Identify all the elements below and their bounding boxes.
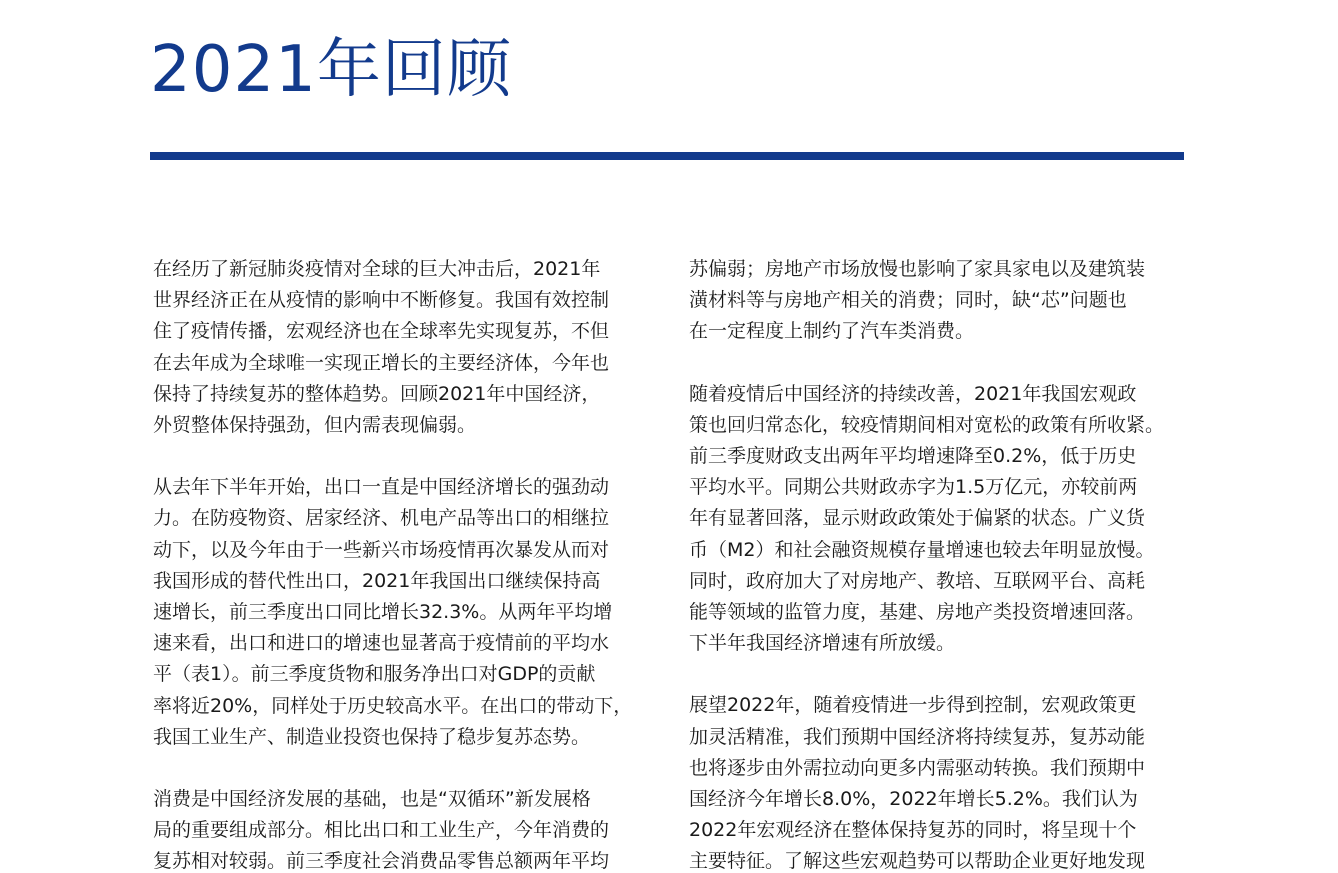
text-line: 动下，以及今年由于一些新兴市场疫情再次暴发从而对 xyxy=(153,538,610,561)
title-divider xyxy=(150,152,1184,160)
paragraph-outlook xyxy=(689,690,1194,873)
right-column xyxy=(689,254,1194,873)
paragraph-intro xyxy=(153,254,658,441)
text-line: 速增长，前三季度出口同比增长32.3%。从两年平均增 xyxy=(153,601,613,624)
text-line: 复苏相对较弱。前三季度社会消费品零售总额两年平均 xyxy=(153,850,610,873)
text-line: 同时，政府加大了对房地产、教培、互联网平台、高耗 xyxy=(689,569,1146,592)
text-line: 在一定程度上制约了汽车类消费。 xyxy=(689,320,975,343)
text-line: 力。在防疫物资、居家经济、机电产品等出口的相继拉 xyxy=(153,507,610,530)
text-line: 能等领域的监管力度，基建、房地产类投资增速回落。 xyxy=(689,601,1146,624)
text-line: 消费是中国经济发展的基础，也是“双循环”新发展格 xyxy=(153,788,591,811)
text-line: 币（M2）和社会融资规模存量增速也较去年明显放慢。 xyxy=(689,538,1155,561)
text-line: 苏偏弱；房地产市场放慢也影响了家具家电以及建筑装 xyxy=(689,258,1146,280)
text-line: 率将近20%，同样处于历史较高水平。在出口的带动下， xyxy=(153,694,633,717)
text-line: 潢材料等与房地产相关的消费；同时，缺“芯”问题也 xyxy=(689,289,1127,312)
text-line: 从去年下半年开始，出口一直是中国经济增长的强劲动 xyxy=(153,476,610,499)
text-line: 主要特征。了解这些宏观趋势可以帮助企业更好地发现 xyxy=(689,850,1146,873)
text-line: 加灵活精准，我们预期中国经济将持续复苏，复苏动能 xyxy=(689,725,1146,748)
paragraph-policy xyxy=(689,379,1194,660)
text-line: 也将逐步由外需拉动向更多内需驱动转换。我们预期中 xyxy=(689,756,1146,779)
text-line: 我国形成的替代性出口，2021年我国出口继续保持高 xyxy=(153,569,601,592)
text-line: 年有显著回落，显示财政政策处于偏紧的状态。广义货 xyxy=(689,507,1146,530)
text-line: 展望2022年，随着疫情进一步得到控制，宏观政策更 xyxy=(689,694,1137,717)
left-column xyxy=(153,254,658,873)
page-title: 2021年回顾 xyxy=(150,33,512,107)
text-line: 局的重要组成部分。相比出口和工业生产，今年消费的 xyxy=(153,819,610,842)
text-line: 在去年成为全球唯一实现正增长的主要经济体，今年也 xyxy=(153,351,610,374)
text-line: 平（表1）。前三季度货物和服务净出口对GDP的贡献 xyxy=(153,663,596,686)
text-line: 国经济今年增长8.0%，2022年增长5.2%。我们认为 xyxy=(689,788,1138,811)
text-line: 我国工业生产、制造业投资也保持了稳步复苏态势。 xyxy=(153,725,591,748)
paragraph-exports xyxy=(153,472,658,753)
text-line: 在经历了新冠肺炎疫情对全球的巨大冲击后，2021年 xyxy=(153,258,601,280)
text-line: 住了疫情传播，宏观经济也在全球率先实现复苏，不但 xyxy=(153,320,610,343)
paragraph-consumption xyxy=(153,784,658,873)
text-line: 2022年宏观经济在整体保持复苏的同时，将呈现十个 xyxy=(689,819,1137,842)
text-line: 随着疫情后中国经济的持续改善，2021年我国宏观政 xyxy=(689,382,1137,405)
text-line: 平均水平。同期公共财政赤字为1.5万亿元，亦较前两 xyxy=(689,476,1138,499)
paragraph-consumption-continued xyxy=(689,254,1194,348)
text-line: 保持了持续复苏的整体趋势。回顾2021年中国经济， xyxy=(153,382,601,405)
text-line: 外贸整体保持强劲，但内需表现偏弱。 xyxy=(153,414,477,437)
text-line: 下半年我国经济增速有所放缓。 xyxy=(689,632,956,655)
text-line: 前三季度财政支出两年平均增速降至0.2%，低于历史 xyxy=(689,445,1137,468)
text-line: 速来看，出口和进口的增速也显著高于疫情前的平均水 xyxy=(153,632,610,655)
text-line: 世界经济正在从疫情的影响中不断修复。我国有效控制 xyxy=(153,289,610,312)
text-line: 策也回归常态化，较疫情期间相对宽松的政策有所收紧。 xyxy=(689,413,1165,436)
